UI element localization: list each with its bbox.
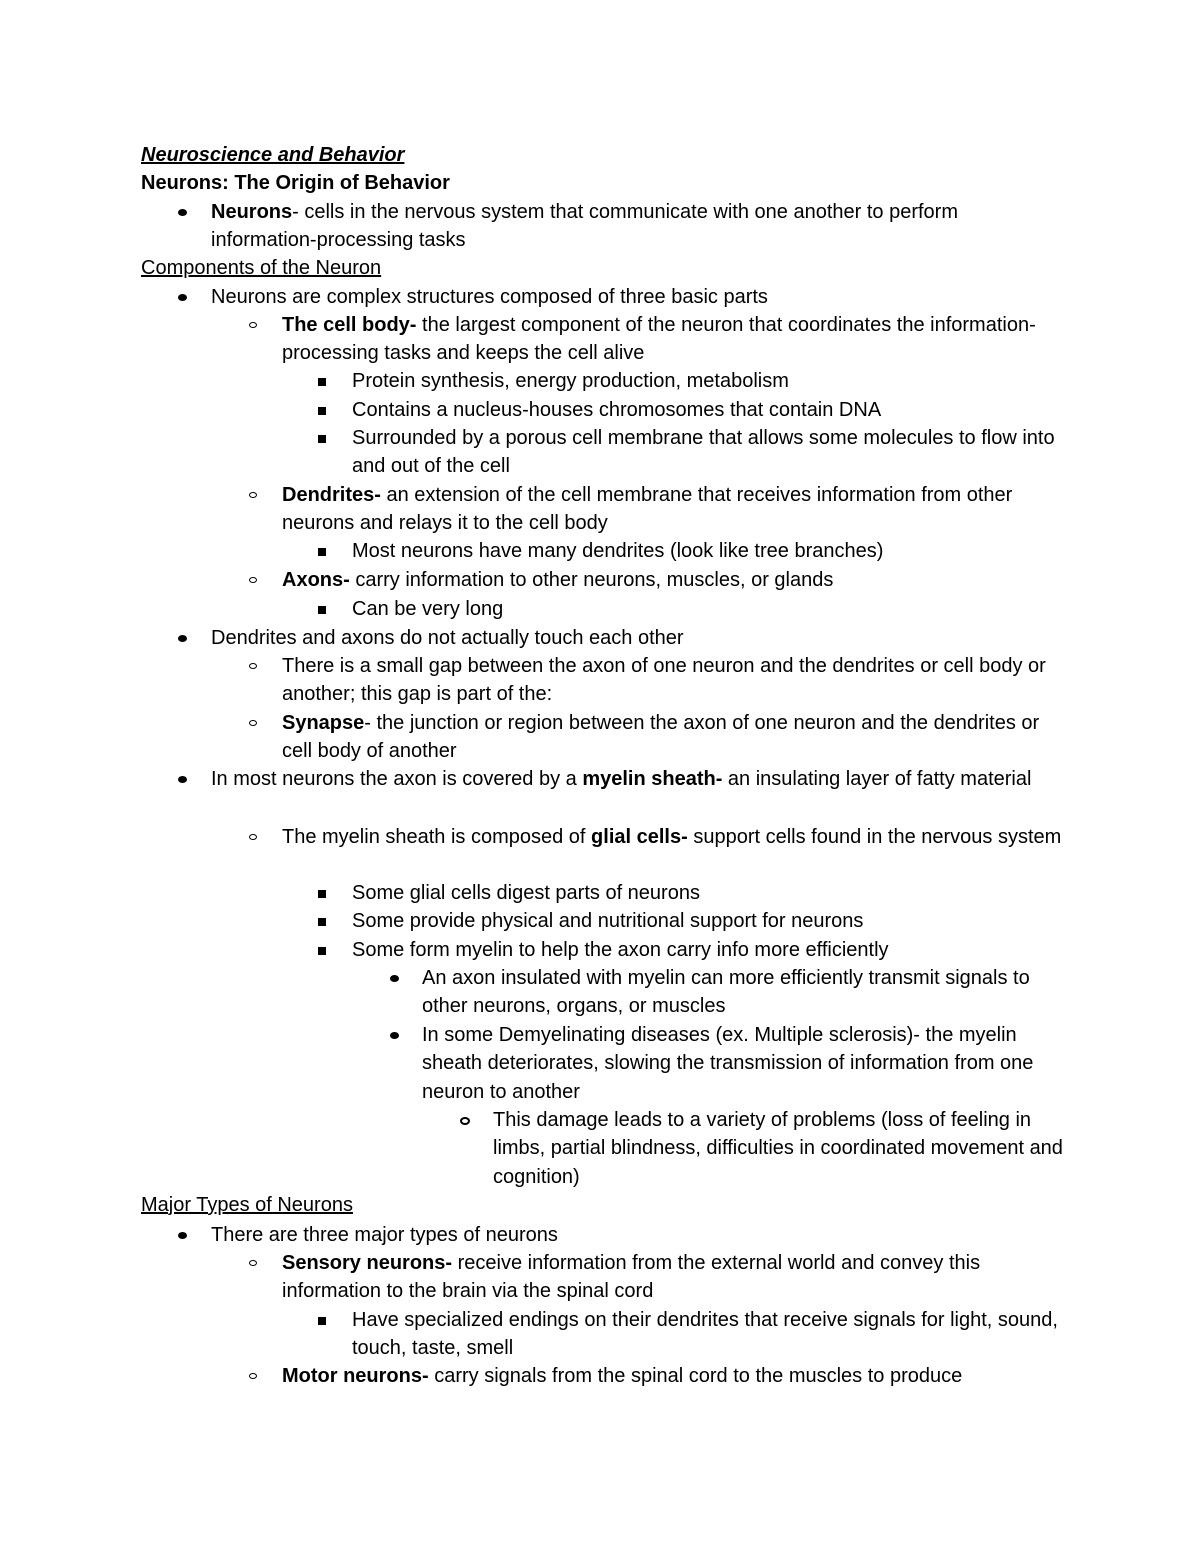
bullet-square-icon [318,606,326,614]
list-item: Dendrites and axons do not actually touch each other [211,627,684,649]
document-subtitle: Neurons: The Origin of Behavior [141,172,450,194]
bullet-hollow-icon [249,322,257,328]
bullet-circle-icon [460,1117,470,1125]
bullet-filled-icon [390,1032,399,1039]
bullet-filled-icon [178,635,187,642]
bullet-hollow-icon [249,577,257,583]
bullet-square-icon [318,918,326,926]
section-heading-components: Components of the Neuron [141,257,382,279]
list-item: Neurons are complex structures composed of three basic parts [211,286,768,308]
list-item: In most neurons the axon is covered by a myelin sheath- an insulating layer of fatty material [211,768,1032,790]
list-item: Surrounded by a porous cell membrane that allows some molecules to flow into and out of the cell [352,427,1055,478]
list-item: Can be very long [352,598,504,620]
list-item: An axon insulated with myelin can more efficiently transmit signals to other neurons, organs, or muscles [422,967,1030,1018]
list-item: Most neurons have many dendrites (look like tree branches) [352,540,884,562]
bullet-filled-icon [178,294,187,301]
bullet-filled-icon [178,209,187,216]
list-item: Axons- carry information to other neurons, muscles, or glands [282,569,834,591]
bullet-hollow-icon [249,663,257,669]
bullet-square-icon [318,407,326,415]
bullet-hollow-icon [249,1373,257,1379]
bullet-hollow-icon [249,1260,257,1266]
list-item: Protein synthesis, energy production, metabolism [352,370,789,392]
list-item: There are three major types of neurons [211,1224,558,1246]
bullet-filled-icon [178,776,187,783]
bullet-square-icon [318,947,326,955]
list-item: There is a small gap between the axon of one neuron and the dendrites or cell body or another; this gap is part of the: [282,655,1046,706]
list-item: Neurons- cells in the nervous system that communicate with one another to perform information-processing tasks [211,201,958,252]
list-item: Synapse- the junction or region between the axon of one neuron and the dendrites or cell body of another [282,712,1040,763]
bullet-square-icon [318,378,326,386]
list-item: In some Demyelinating diseases (ex. Multiple sclerosis)- the myelin sheath deteriorates, slowing the transmission of information from one neuron to another [422,1024,1034,1103]
list-item: Motor neurons- carry signals from the spinal cord to the muscles to produce [282,1365,963,1387]
bullet-square-icon [318,1317,326,1325]
list-item: The cell body- the largest component of the neuron that coordinates the information-processing tasks and keeps the cell alive [282,314,1036,365]
list-item: Dendrites- an extension of the cell membrane that receives information from other neurons and relays it to the cell body [282,484,1013,535]
list-item: This damage leads to a variety of problems (loss of feeling in limbs, partial blindness, difficulties in coordinated movement and cognition) [493,1109,1063,1188]
list-item: Some provide physical and nutritional support for neurons [352,910,864,932]
bullet-hollow-icon [249,492,257,498]
bullet-filled-icon [178,1232,187,1239]
bullet-hollow-icon [249,720,257,726]
bullet-square-icon [318,435,326,443]
section-heading-types: Major Types of Neurons [141,1194,353,1216]
bullet-hollow-icon [249,834,257,840]
document-title: Neuroscience and Behavior [141,144,405,166]
list-item: Have specialized endings on their dendrites that receive signals for light, sound, touch, taste, smell [352,1309,1058,1360]
bullet-filled-icon [390,975,399,982]
list-item: The myelin sheath is composed of glial cells- support cells found in the nervous system [282,826,1062,848]
bullet-square-icon [318,890,326,898]
list-item: Sensory neurons- receive information from the external world and convey this information to the brain via the spinal cord [282,1252,981,1303]
bullet-square-icon [318,548,326,556]
list-item: Some form myelin to help the axon carry info more efficiently [352,939,889,961]
list-item: Some glial cells digest parts of neurons [352,882,700,904]
list-item: Contains a nucleus-houses chromosomes that contain DNA [352,399,882,421]
